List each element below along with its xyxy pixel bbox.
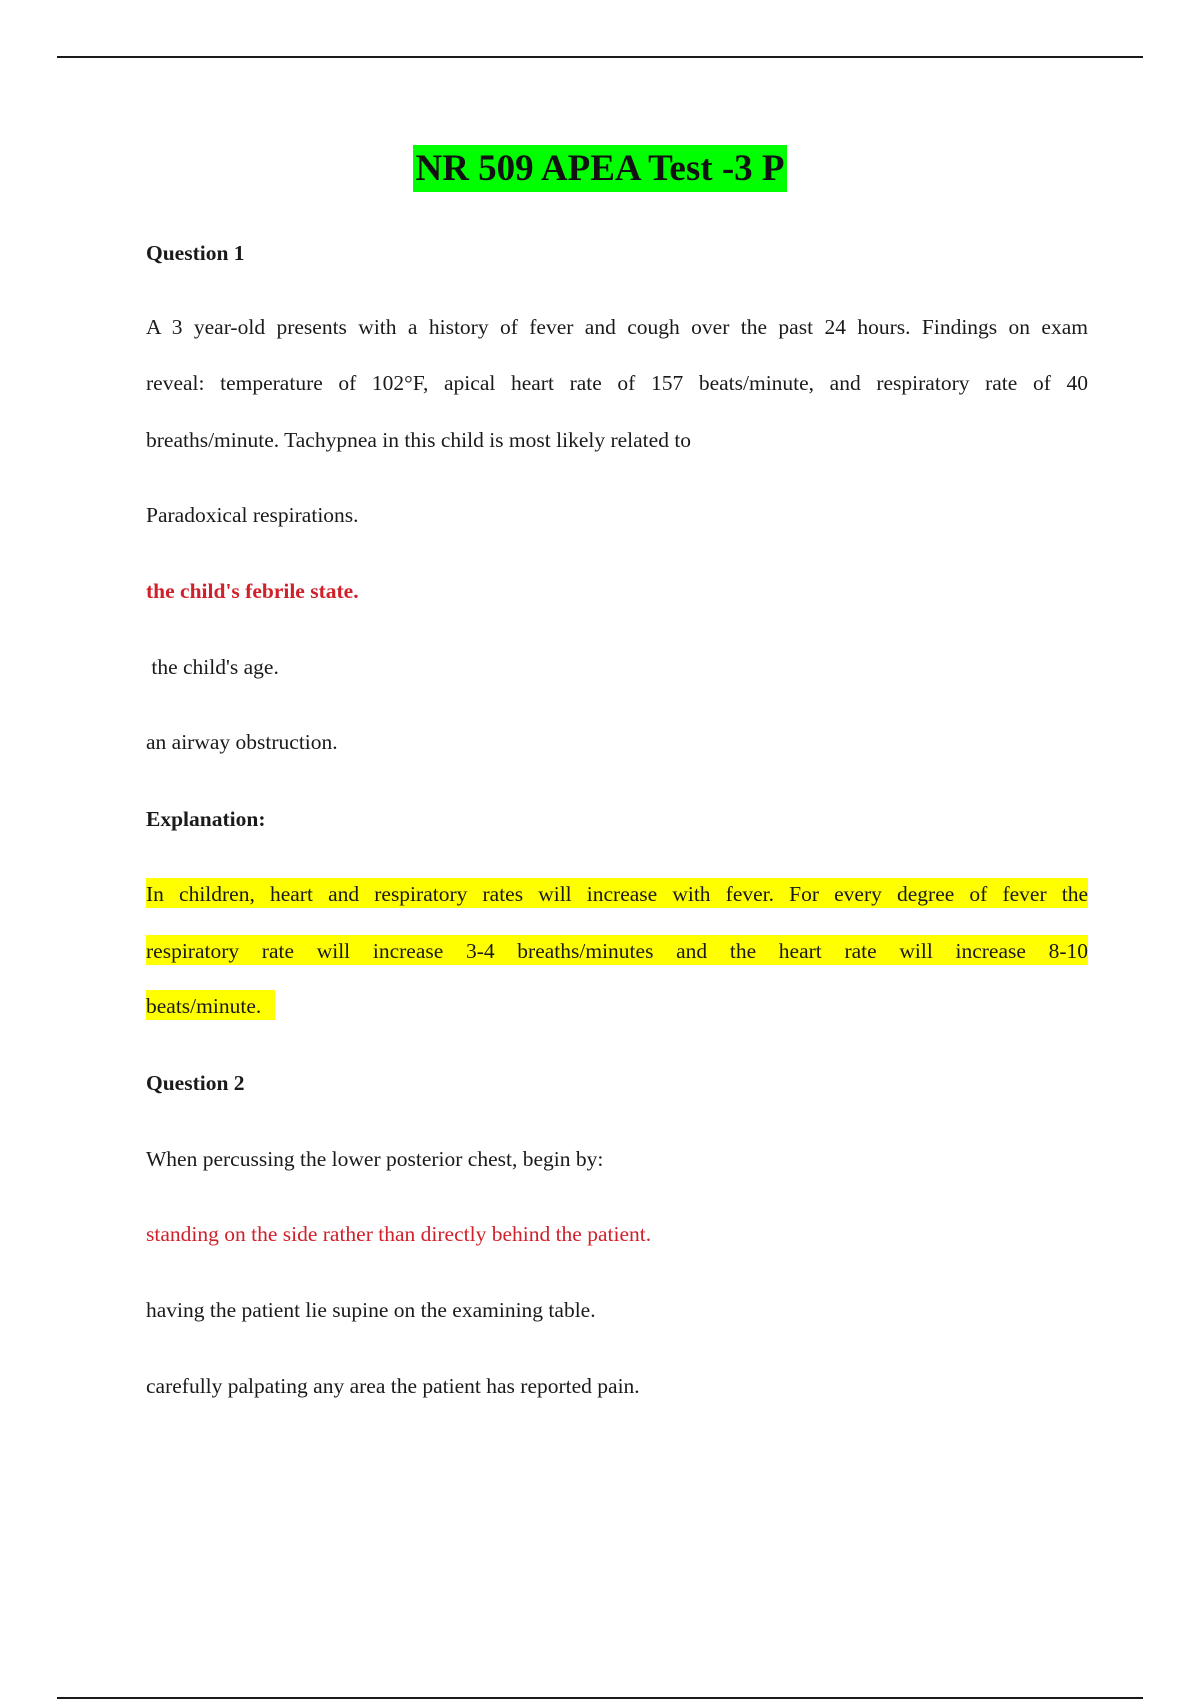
question-1-stem-line-3: breaths/minute. Tachypnea in this child is most likely related to [146,428,692,452]
question-1-option-2-correct: the child's febrile state. [146,579,359,603]
question-2-stem-line-1: When percussing the lower posterior chest, begin by: [146,1147,604,1171]
question-2-option-1-correct: standing on the side rather than directly behind the patient. [146,1222,652,1246]
question-2-option-3: carefully palpating any area the patient has reported pain. [146,1374,640,1398]
question-2-option-2: having the patient lie supine on the examining table. [146,1298,596,1322]
bottom-rule [57,1697,1143,1699]
question-1-option-4: an airway obstruction. [146,730,338,754]
question-1-option-3: the child's age. [146,655,279,679]
question-1-explanation-line-1: In children, heart and respiratory rates will increase with fever. For every degree of fever the [146,882,1088,906]
question-1-explanation-line-3: beats/minute. [146,994,262,1018]
question-1-option-1: Paradoxical respirations. [146,503,359,527]
question-1-stem-line-2: reveal: temperature of 102°F, apical heart rate of 157 beats/minute, and respiratory rate of 40 [146,371,1088,395]
document-title: NR 509 APEA Test -3 P [413,145,786,192]
question-1-explanation-heading: Explanation: [146,807,266,831]
title-block [0,145,1200,192]
question-1-heading: Question 1 [146,241,245,265]
top-rule [57,56,1143,58]
question-1-stem-line-1: A 3 year-old presents with a history of fever and cough over the past 24 hours. Findings on exam [146,315,1088,339]
question-2-heading: Question 2 [146,1071,245,1095]
question-1-explanation-line-2: respiratory rate will increase 3-4 breaths/minutes and the heart rate will increase 8-10 [146,939,1088,963]
